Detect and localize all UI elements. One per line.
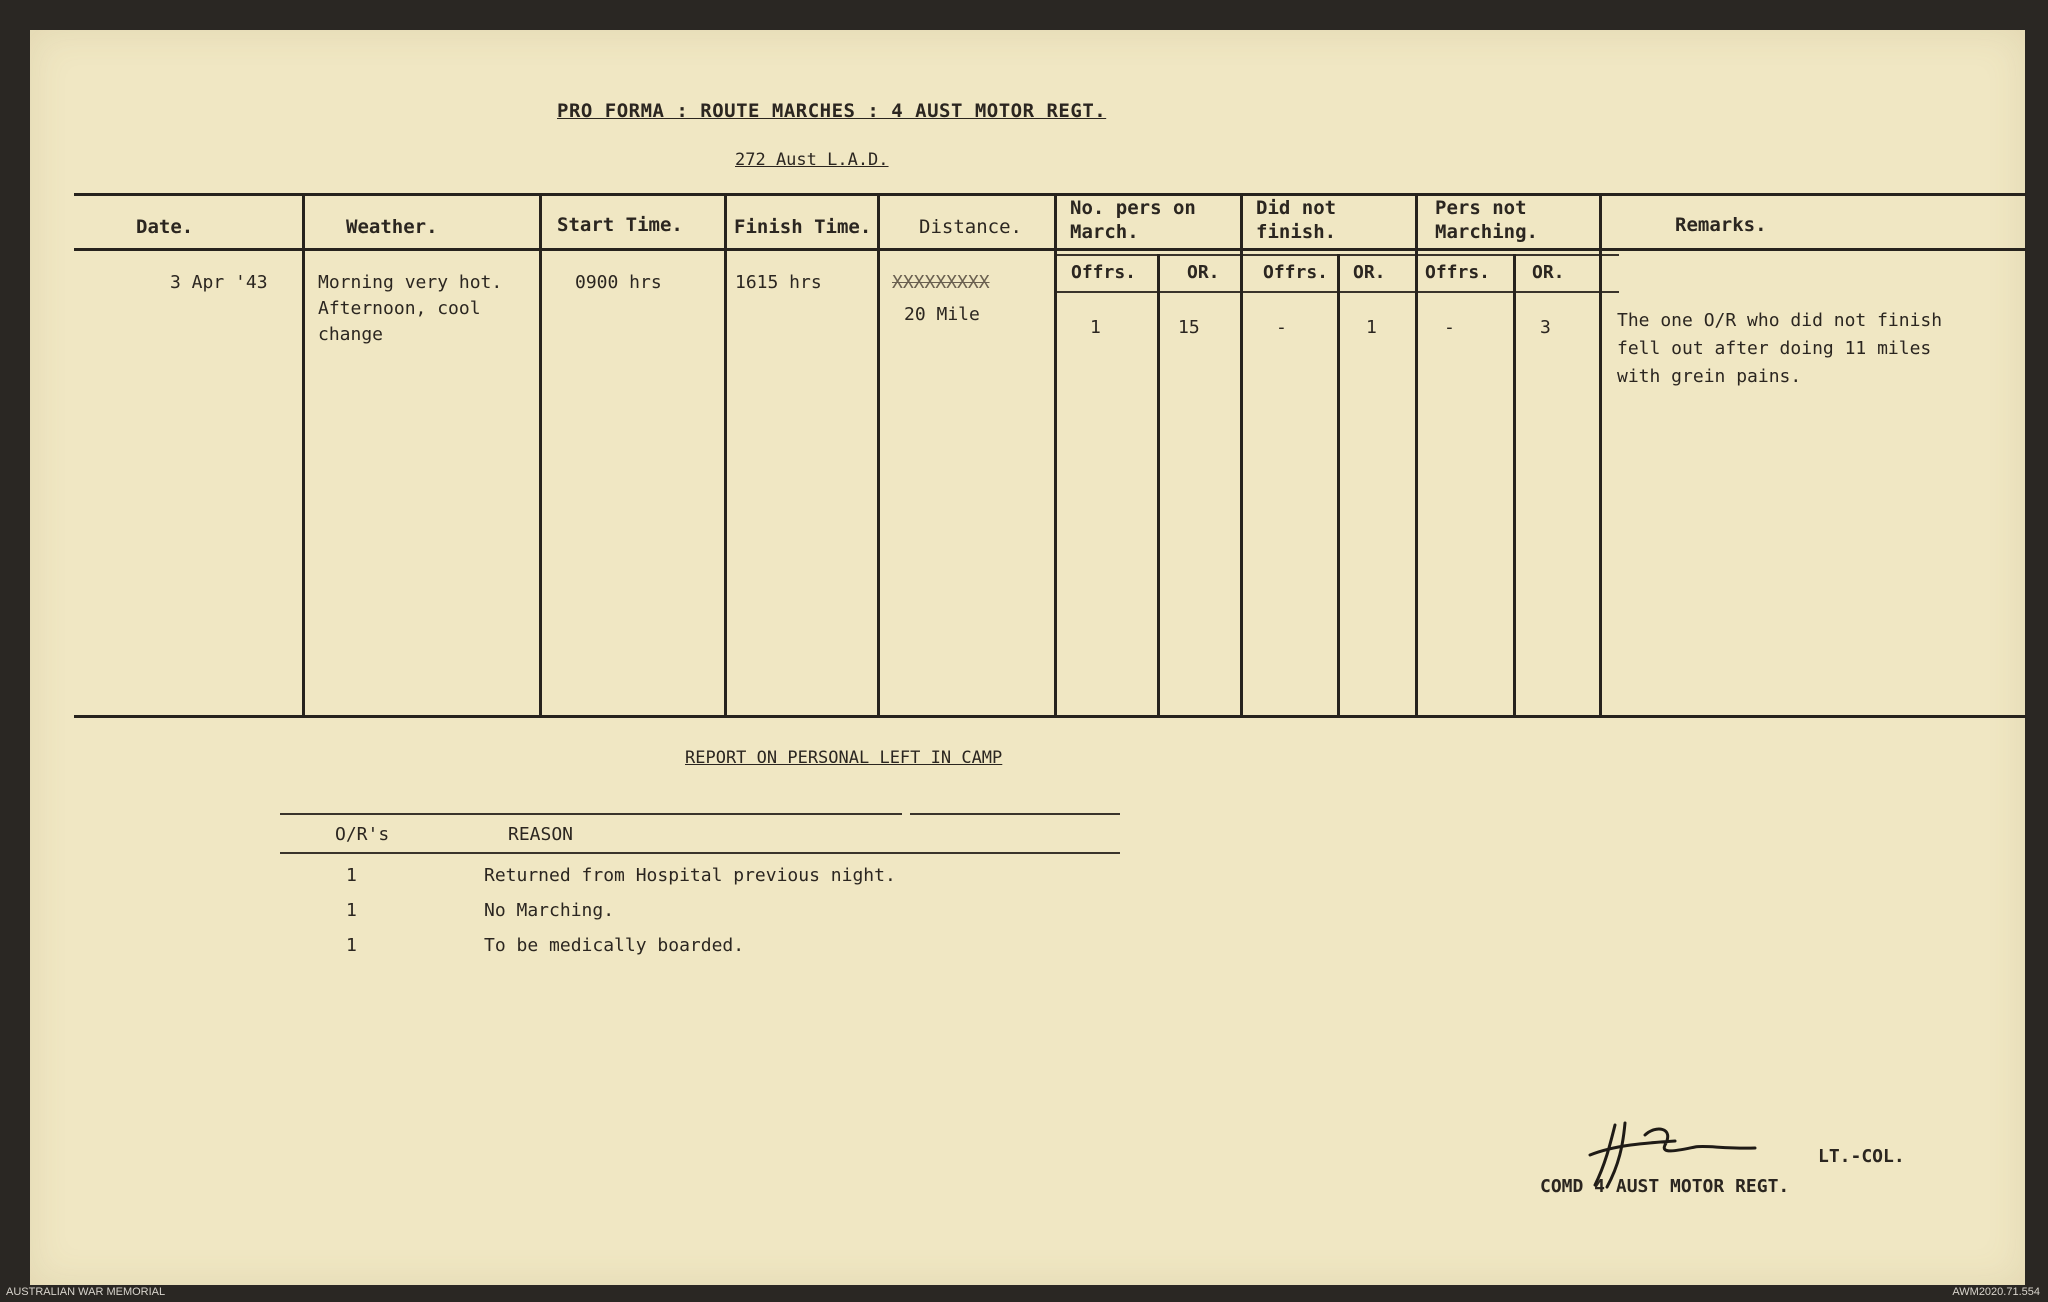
report-row-reason: No Marching.	[484, 900, 615, 921]
signature-appointment: COMD 4 AUST MOTOR REGT.	[1540, 1176, 1790, 1197]
col-divider	[1054, 193, 1057, 718]
cell-weather-line-3: change	[318, 324, 384, 345]
table-header-rule	[74, 248, 2026, 251]
header-weather: Weather.	[346, 216, 438, 238]
col-divider	[1337, 254, 1340, 718]
col-divider	[1415, 193, 1418, 718]
subheader-or: OR.	[1532, 262, 1565, 283]
report-row-count: 1	[346, 935, 357, 956]
subheader-or: OR.	[1353, 262, 1386, 283]
report-row-count: 1	[346, 900, 357, 921]
header-pers-on-march: No. pers on March.	[1070, 197, 1196, 243]
cell-dnf-or: 1	[1366, 317, 1377, 338]
report-row-count: 1	[346, 865, 357, 886]
cell-not-marching-offrs: -	[1444, 317, 1455, 338]
cell-weather-line-2: Afternoon, cool	[318, 298, 481, 319]
col-divider	[1240, 193, 1243, 718]
report-row-reason: Returned from Hospital previous night.	[484, 865, 896, 886]
report-top-rule	[280, 813, 902, 815]
header-finish-time: Finish Time.	[734, 216, 872, 238]
report-header-rule	[280, 852, 1120, 854]
document-title: PRO FORMA : ROUTE MARCHES : 4 AUST MOTOR REGT.	[557, 100, 1107, 122]
col-divider	[877, 193, 880, 718]
cell-dnf-offrs: -	[1276, 317, 1287, 338]
cell-date: 3 Apr '43	[170, 272, 268, 293]
subheader-offrs: Offrs.	[1071, 262, 1137, 283]
report-col-ors: O/R's	[335, 824, 390, 845]
cell-on-march-or: 15	[1178, 317, 1200, 338]
cell-remarks-line-3: with grein pains.	[1617, 366, 1802, 387]
report-title: REPORT ON PERSONAL LEFT IN CAMP	[685, 748, 1003, 768]
header-pers-not-marching: Pers not Marching.	[1435, 197, 1538, 243]
header-start-time: Start Time.	[557, 214, 683, 236]
cell-remarks-line-2: fell out after doing 11 miles	[1617, 338, 1932, 359]
col-divider	[1157, 254, 1160, 718]
cell-start-time: 0900 hrs	[575, 272, 662, 293]
archive-credit: AUSTRALIAN WAR MEMORIAL	[6, 1286, 166, 1298]
header-distance: Distance.	[919, 216, 1022, 238]
cell-finish-time: 1615 hrs	[735, 272, 822, 293]
cell-weather-line-1: Morning very hot.	[318, 272, 503, 293]
col-divider	[539, 193, 542, 718]
table-top-rule	[74, 193, 2026, 196]
signature-rank: LT.-COL.	[1818, 1146, 1905, 1167]
cell-distance: 20 Mile	[904, 304, 980, 325]
cell-remarks-line-1: The one O/R who did not finish	[1617, 310, 1943, 331]
col-divider	[724, 193, 727, 718]
subheader-or: OR.	[1187, 262, 1220, 283]
report-row-reason: To be medically boarded.	[484, 935, 745, 956]
col-divider	[302, 193, 305, 718]
unit-subtitle: 272 Aust L.A.D.	[735, 150, 889, 170]
col-divider	[1513, 254, 1516, 718]
document-page	[30, 30, 2025, 1285]
report-top-rule-right	[910, 813, 1120, 815]
header-did-not-finish: Did not finish.	[1256, 197, 1337, 243]
table-bottom-rule	[74, 715, 2026, 718]
header-remarks: Remarks.	[1675, 214, 1767, 236]
col-divider	[1599, 193, 1602, 718]
cell-not-marching-or: 3	[1540, 317, 1551, 338]
header-date: Date.	[136, 216, 194, 238]
cell-on-march-offrs: 1	[1090, 317, 1101, 338]
archive-reference: AWM2020.71.554	[1952, 1286, 2040, 1298]
report-col-reason: REASON	[508, 824, 574, 845]
subheader-offrs: Offrs.	[1425, 262, 1491, 283]
cell-distance-struck: XXXXXXXXX	[892, 272, 990, 293]
subheader-offrs: Offrs.	[1263, 262, 1329, 283]
